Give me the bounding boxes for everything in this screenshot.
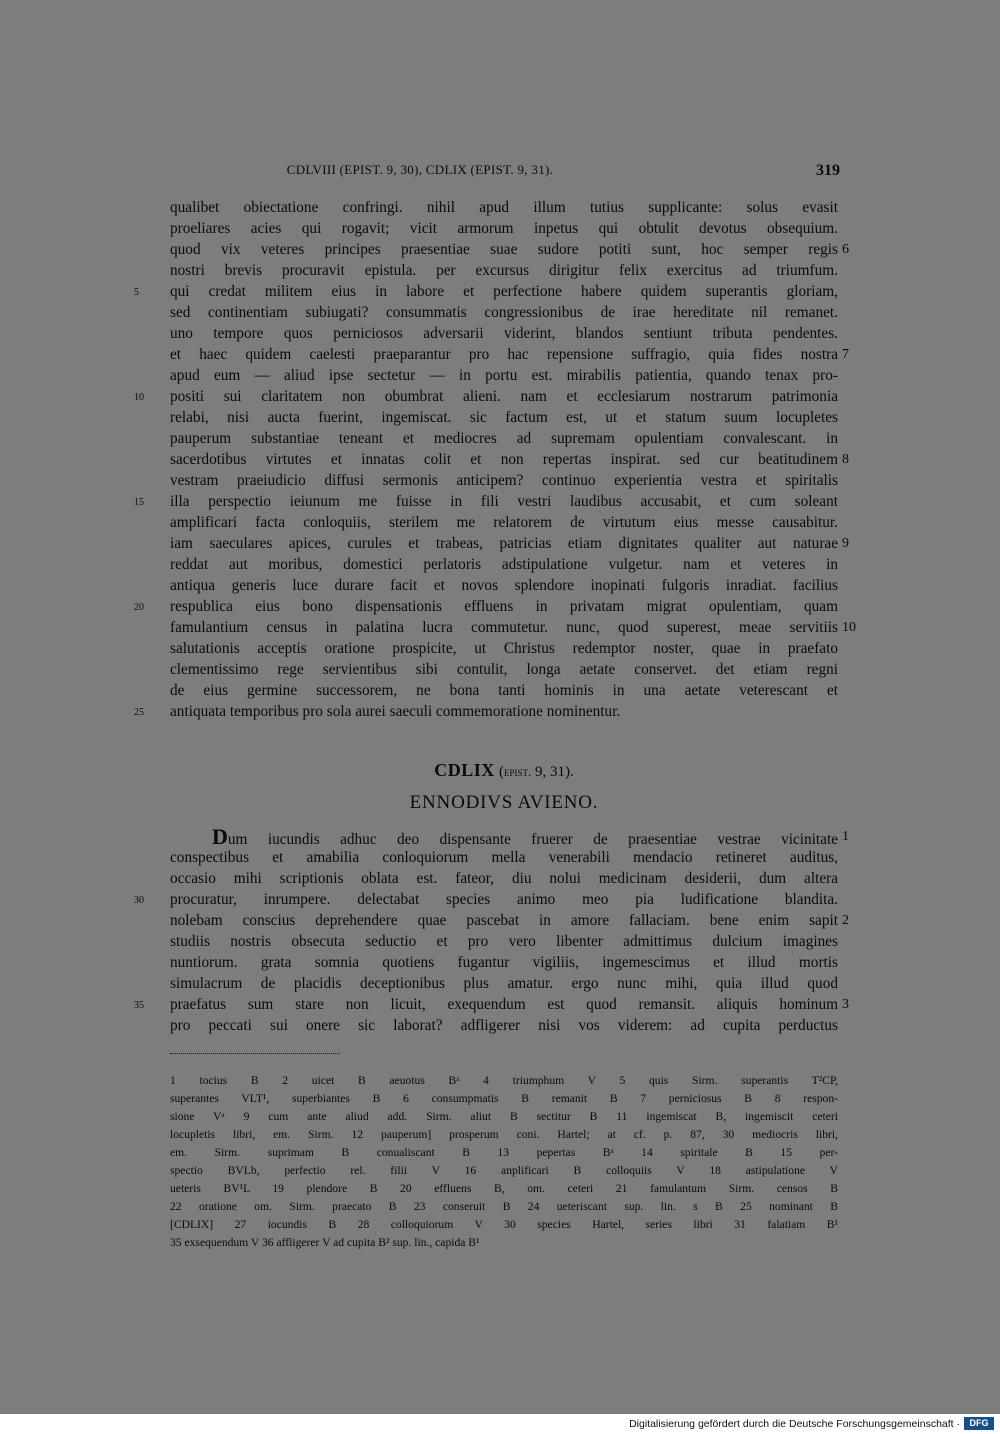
text-line: [170, 617, 856, 638]
letter-line: [170, 824, 849, 849]
line-text: sacerdotibus virtutes et innatas colit et non repertas inspirat. sed cur beatitudinem: [170, 451, 838, 468]
line-number: 5: [134, 287, 139, 298]
apparatus-line: [170, 1216, 838, 1234]
line-text: procuratur, inrumpere. delectabat species animo meo pia ludificatione blandita.: [170, 891, 838, 908]
text-line: [134, 281, 838, 302]
line-number: 20: [134, 602, 144, 613]
line-text: amplificari facta conloquiis, sterilem me relatorem de virtutum eius messe causabitur.: [170, 514, 838, 531]
footnote-rule: [170, 1053, 340, 1054]
letter-number: CDLIX: [434, 760, 495, 780]
apparatus-line: [170, 1234, 838, 1252]
line-text: qui credat militem eius in labore et perfectione habere quidem superantis gloriam,: [170, 283, 838, 300]
line-text: proeliares acies qui rogavit; vicit armorum inpetus qui obtulit devotus obsequium.: [170, 220, 838, 237]
apparatus-line: [170, 1090, 838, 1108]
text-line: [134, 889, 838, 910]
text-line: [134, 491, 838, 512]
apparatus-line: [170, 1072, 838, 1090]
line-text: clementissimo rege servientibus sibi contulit, longa aetate conservet. det etiam regni: [170, 661, 838, 678]
line-text: 35 exsequendum V 36 affligerer V ad cupita B² sup. lin., capida B¹: [170, 1236, 480, 1249]
line-text: ueteris BV¹L 19 plendore B 20 effluens B, om. ceteri 21 famulantum Sirm. censos B: [170, 1182, 838, 1195]
line-text: respublica eius bono dispensationis effluens in privatam migrat opulentiam, quam: [170, 598, 838, 615]
text-line: [170, 218, 838, 239]
paragraph-number: 3: [842, 997, 849, 1012]
text-line: [170, 575, 838, 596]
line-text: nuntiorum. grata somnia quotiens fugantur vigiliis, ingemescimus et illud mortis: [170, 954, 838, 971]
line-text: nolebam conscius deprehendere quae pascebat in amore fallaciam. bene enim sapit: [170, 912, 838, 929]
footer-credit: Digitalisierung gefördert durch die Deutsche Forschungsgemeinschaft ·: [629, 1418, 960, 1430]
line-text: apud eum — aliud ipse sectetur — in portu est. mirabilis patientia, quando tenax pro-: [170, 367, 838, 384]
text-line: [170, 449, 849, 470]
letter-ref-epist: epist.: [504, 764, 532, 779]
text-line: [170, 344, 849, 365]
line-number: 10: [134, 392, 144, 403]
text-line: [170, 638, 838, 659]
apparatus-line: [170, 1162, 838, 1180]
letter-number-heading: [170, 760, 838, 781]
letter-first-line-text: um iucundis adhuc deo dispensante fruerer de praesentiae vestrae vicinitate: [227, 831, 838, 848]
text-line: [170, 365, 838, 386]
line-text: pauperum substantiae teneant et mediocres ad supremam opulentiam convalescant. in: [170, 430, 838, 447]
text-line: [170, 197, 838, 218]
text-line: [170, 952, 838, 973]
text-line: [170, 1015, 838, 1036]
text-line: [170, 239, 849, 260]
line-text: positi sui claritatem non obumbrat alieni. nam et ecclesiarum nostrarum patrimonia: [170, 388, 838, 405]
line-text: vestram praeiudicio diffusi sermonis anticipem? continuo experientia vestra et spiritalis: [170, 472, 838, 489]
line-text: de eius germine successorem, ne bona tanti hominis in una aetate veterescant et: [170, 682, 838, 699]
line-text: qualibet obiectatione confringi. nihil apud illum tutius supplicante: solus evasit: [170, 199, 838, 216]
line-text: antiqua generis luce durare facit et novos splendore inopinati fulgoris inradiat. facilius: [170, 577, 838, 594]
paragraph-number: 8: [842, 452, 849, 467]
text-line: [170, 554, 838, 575]
text-line: [170, 533, 849, 554]
dfg-logo: DFG: [964, 1417, 994, 1430]
line-text: reddat aut moribus, domestici perlatoris adstipulatione vulgetur. nam et veteres in: [170, 556, 838, 573]
line-number: 15: [134, 497, 144, 508]
text-line: [134, 994, 849, 1015]
letter-title: ENNODIVS AVIENO.: [409, 792, 599, 813]
letter-ref-rest: 9, 31).: [531, 764, 574, 780]
dropcap: D: [212, 824, 228, 849]
line-text: [CDLIX] 27 iocundis B 28 colloquiorum V 30 species Hartel, series libri 31 falatiam B¹: [170, 1218, 838, 1231]
line-text: uno tempore quos perniciosos adversarii viderint, blandos sentiunt tributa pendentes.: [170, 325, 838, 342]
line-text: praefatus sum stare non licuit, exequendum est quod remansit. aliquis hominum: [170, 996, 838, 1013]
line-text: spectio BVLb, perfectio rel. filii V 16 anplificari B colloquiis V 18 astipulatione V: [170, 1164, 838, 1177]
line-text: 1 tocius B 2 uicet B aeuotus Bᵃ 4 triumphum V 5 quis Sirm. superantis T²CP,: [170, 1074, 838, 1087]
line-text: famulantium census in palatina lucra commutetur. nunc, quod superest, meae servitiis: [170, 619, 838, 636]
line-number: 30: [134, 895, 144, 906]
text-line: [134, 701, 838, 722]
text-line: [170, 931, 838, 952]
apparatus-line: [170, 1108, 838, 1126]
apparatus-line: [170, 1126, 838, 1144]
text-line: [170, 973, 838, 994]
text-line: [134, 596, 838, 617]
text-line: [170, 868, 838, 889]
line-text: salutationis acceptis oratione prospicite, ut Christus redemptor noster, quae in praefato: [170, 640, 838, 657]
line-number: 25: [134, 707, 144, 718]
line-text: et haec quidem caelesti praeparantur pro hac repensione suffragio, quia fides nostra: [170, 346, 838, 363]
line-text: illa perspectio ieiunum me fuisse in fili vestri laudibus accusabit, et cum soleant: [170, 493, 838, 510]
running-head: CDLVIII (EPIST. 9, 30), CDLIX (EPIST. 9, 31).: [286, 162, 554, 177]
text-line: [170, 407, 838, 428]
text-line: [170, 680, 838, 701]
paragraph-number: 1: [842, 829, 849, 844]
text-line: [170, 260, 838, 281]
paragraph-number: 9: [842, 536, 849, 551]
apparatus-line: [170, 1144, 838, 1162]
line-text: 22 oratione om. Sirm. praecato B 23 conseruit B 24 ueteriscant sup. lin. s B 25 nominant B: [170, 1200, 838, 1213]
line-text: superantes VLT¹, superbiantes B 6 consumpmatis B remanit B 7 perniciosus B 8 respon-: [170, 1092, 838, 1105]
text-line: [170, 512, 838, 533]
text-line: [170, 847, 838, 868]
text-line: [170, 323, 838, 344]
paragraph-number: 6: [842, 242, 849, 257]
line-text: pro peccati sui onere sic laborat? adfligerer nisi vos viderem: ad cupita perductus: [170, 1017, 838, 1034]
line-text: sed continentiam subiugati? consummatis congressionibus de irae hereditate nil remanet.: [170, 304, 838, 321]
line-text: nostri brevis procuravit epistula. per excursus dirigitur felix exercitus ad triumfum.: [170, 262, 838, 279]
line-text: quod vix veteres principes praesentiae suae sudore potiti sunt, hoc semper regis: [170, 241, 838, 258]
line-text: locupletis libri, em. Sirm. 12 pauperum] prosperum coni. Hartel; at cf. p. 87, 30 mediocris libri,: [170, 1128, 838, 1141]
line-text: iam saeculares apices, curules et trabeas, patricias etiam dignitates qualiter aut naturae: [170, 535, 838, 552]
line-text: antiquata temporibus pro sola aurei saeculi commemoratione nominentur.: [170, 703, 621, 720]
text-line: [170, 910, 849, 931]
line-text: simulacrum de placidis deceptionibus plus amatur. ergo nunc mihi, quia illud quod: [170, 975, 838, 992]
apparatus-line: [170, 1198, 838, 1216]
text-line: [170, 470, 838, 491]
line-text: relabi, nisi aucta fuerint, ingemiscat. sic factum est, ut et statum suum locupletes: [170, 409, 838, 426]
apparatus-line: [170, 1180, 838, 1198]
paragraph-number: 7: [842, 347, 849, 362]
text-line: [170, 428, 838, 449]
page-number: 319: [816, 162, 840, 179]
text-line: [134, 386, 838, 407]
line-text: occasio mihi scriptionis oblata est. fateor, diu nolui medicinam desiderii, dum altera: [170, 870, 838, 887]
line-number: 35: [134, 1000, 144, 1011]
line-text: sione Vᵃ 9 cum ante aliud add. Sirm. aliut B sectitur B 11 ingemiscat B, ingemiscit ceteri: [170, 1110, 838, 1123]
text-line: [170, 302, 838, 323]
paragraph-number: 2: [842, 913, 849, 928]
text-line: [170, 659, 838, 680]
letter-ref-open: (: [499, 764, 504, 780]
line-text: studiis nostris obsecuta seductio et pro vero libenter admittimus dulcium imagines: [170, 933, 838, 950]
line-text: conspectibus et amabilia conloquiorum mella venerabili mendacio retineret auditus,: [170, 849, 838, 866]
paragraph-number: 10: [842, 620, 856, 635]
line-text: em. Sirm. suprimam B conualiscant B 13 pepertas Bᵃ 14 spiritale B 15 per-: [170, 1146, 838, 1159]
